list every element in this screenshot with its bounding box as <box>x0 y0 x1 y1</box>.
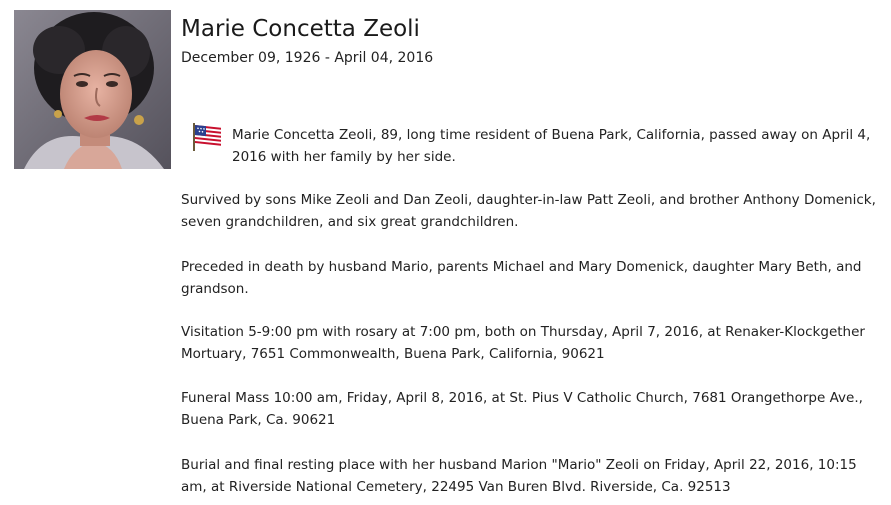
life-dates: December 09, 1926 - April 04, 2016 <box>181 50 434 66</box>
obituary-paragraph: Burial and final resting place with her husband Marion "Mario" Zeoli on Friday, April 22, 2016, 10:15 am, at Riverside National Cemetery, 22495 Van Buren Blvd. Riverside, Ca. 92513 <box>181 457 857 495</box>
portrait-photo <box>14 10 171 169</box>
obituary-paragraph: Preceded in death by husband Mario, parents Michael and Mary Domenick, daughter Mary Beth, and grandson. <box>181 259 862 297</box>
obituary-paragraph: Funeral Mass 10:00 am, Friday, April 8, 2016, at St. Pius V Catholic Church, 7681 Orangethorpe Ave., Buena Park, Ca. 90621 <box>181 390 863 428</box>
obituary-paragraph: Marie Concetta Zeoli, 89, long time resident of Buena Park, California, passed away on April 4, 2016 with her family by her side. <box>232 127 871 165</box>
obituary-paragraph: Survived by sons Mike Zeoli and Dan Zeoli, daughter-in-law Patt Zeoli, and brother Anthony Domenick, seven grandchildren, and six great grandchildren. <box>181 192 876 230</box>
deceased-name: Marie Concetta Zeoli <box>181 16 420 42</box>
us-flag-icon <box>191 122 223 152</box>
obituary-paragraph: Visitation 5-9:00 pm with rosary at 7:00 pm, both on Thursday, April 7, 2016, at Renaker-Klockgether Mortuary, 7651 Commonwealth, Buena Park, California, 90621 <box>181 324 865 362</box>
